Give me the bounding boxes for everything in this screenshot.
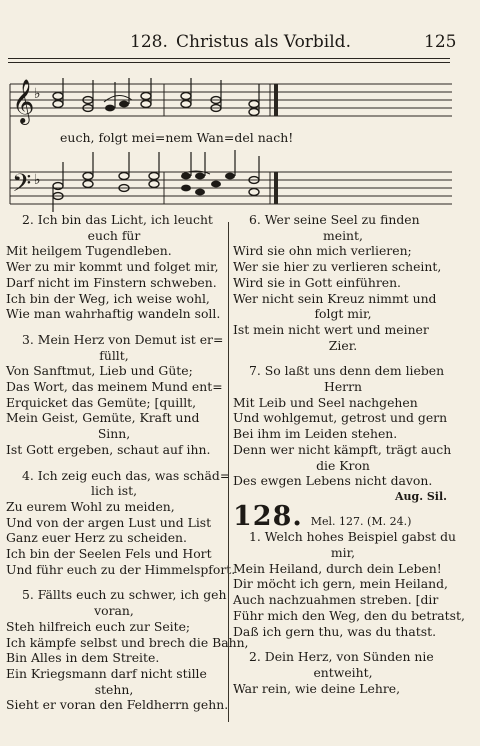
verse-line: Ganz euer Herz zu scheiden. <box>6 530 187 546</box>
verse-line: Herrn <box>324 379 362 395</box>
verse-line: Von Sanftmut, Lieb und Güte; <box>6 363 193 379</box>
verse-line: Ein Kriegsmann darf nicht stille <box>6 665 207 681</box>
verse-line: Ist Gott ergeben, schaut auf ihn. <box>6 441 211 457</box>
verse-line: Wird sie in Gott einführen. <box>233 274 401 290</box>
verse-line: euch für <box>87 227 141 243</box>
verse-line: Wer zu mir kommt und folget mir, <box>6 259 219 275</box>
verse-line: Und wohlgemut, getrost und gern <box>233 410 448 426</box>
verse-line: 2. Ich bin das Licht, ich leucht <box>22 212 213 227</box>
verse-line: füllt, <box>99 347 129 363</box>
hymn-header <box>233 500 453 532</box>
svg-text:♭: ♭ <box>34 86 41 102</box>
verse-line: Auch nachzuahmen streben. [dir <box>233 592 439 608</box>
verse-line: Das Wort, das meinem Mund ent= <box>6 379 223 395</box>
verse-line: Erquicket das Gemüte; [quillt, <box>6 394 197 410</box>
hymn-number-large: 128. <box>233 500 303 532</box>
header-rule-double <box>8 62 450 63</box>
verse-line: Mein Heiland, durch dein Leben! <box>233 560 442 576</box>
stanza-gap <box>233 639 453 649</box>
verse-line: 5. Fällts euch zu schwer, ich geh <box>22 587 227 603</box>
verse-line: 7. So laßt uns denn dem lieben <box>249 363 445 379</box>
svg-text:𝄢: 𝄢 <box>12 169 32 204</box>
verse-line: Sinn, <box>97 426 131 442</box>
verse-line: 3. Mein Herz von Demut ist er= <box>22 331 224 347</box>
column-divider <box>228 222 229 722</box>
verse-line: Wird sie ohn mich verlieren; <box>233 243 412 259</box>
verse-line: Und führ euch zu der Himmelspfort. <box>6 561 236 577</box>
verse-line: Zier. <box>328 337 358 353</box>
verse-line: folgt mir, <box>314 306 372 322</box>
verse-line: Wer sie hier zu verlieren scheint, <box>233 259 442 275</box>
hymn-number: 128. <box>130 32 168 52</box>
verse-line: die Kron <box>316 457 370 473</box>
verse-line: Wie man wahrhaftig wandeln soll. <box>6 306 221 322</box>
svg-text:𝄞: 𝄞 <box>12 79 35 123</box>
stanza-gap <box>233 353 453 363</box>
verse-line: 2. Dein Herz, von Sünden nie <box>249 649 434 665</box>
page-number: 125 <box>424 32 457 52</box>
verse-line: lich ist, <box>90 483 138 499</box>
verse-line: Dir möcht ich gern, mein Heiland, <box>233 576 448 592</box>
right-column <box>233 212 465 696</box>
verse-line: Ich bin der Seelen Fels und Hort <box>6 546 212 562</box>
verse-line: Bin Alles in dem Streite. <box>6 650 160 666</box>
stanza-gap <box>6 322 222 332</box>
verse-line: Steh hilfreich euch zur Seite; <box>6 618 191 634</box>
verse-line: mir, <box>330 545 356 561</box>
verse-line: Führ mich den Weg, den du betratst, <box>233 607 465 623</box>
stanza-gap <box>6 577 222 587</box>
verse-line: 4. Ich zeig euch das, was schäd= <box>22 467 231 483</box>
verse-line: voran, <box>94 603 134 619</box>
stanza-gap <box>6 458 222 468</box>
verse-line: Ich kämpfe selbst und brech die Bahn, <box>6 634 249 650</box>
verse-line: meint, <box>323 227 363 243</box>
verse-line: entweiht, <box>313 664 373 680</box>
verse-line: Bei ihm im Leiden stehen. <box>233 426 398 442</box>
verse-line: Zu eurem Wohl zu meiden, <box>6 498 175 514</box>
verse-line: Ist mein nicht wert und meiner <box>233 321 429 337</box>
verse-line: Sieht er voran den Feldherrn gehn. <box>6 697 229 713</box>
verse-line: War rein, wie deine Lehre, <box>233 680 401 696</box>
verse-line: Mein Geist, Gemüte, Kraft und <box>6 410 200 426</box>
verse-line: stehn, <box>94 681 134 697</box>
page-header <box>0 30 480 56</box>
verse-line: Daß ich gern thu, was du thatst. <box>233 623 437 639</box>
verse-line: Und von der argen Lust und List <box>6 514 212 530</box>
verse-line: 6. Wer seine Seel zu finden <box>249 212 420 227</box>
svg-text:♭: ♭ <box>34 172 41 188</box>
verse-line: Ich bin der Weg, ich weise wohl, <box>6 290 210 306</box>
verse-line: Mit heilgem Tugendleben. <box>6 243 172 259</box>
verse-line: Denn wer nicht kämpft, trägt auch <box>233 441 452 457</box>
header-rule <box>8 58 450 59</box>
verse-line: Darf nicht im Finstern schweben. <box>6 274 217 290</box>
left-column <box>6 212 249 713</box>
verse-line: Mit Leib und Seel nachgehen <box>233 394 418 410</box>
music-notation <box>6 70 452 220</box>
music-lyric: euch, folgt mei=nem Wan=del nach! <box>60 130 294 145</box>
melody-reference: Mel. 127. (M. 24.) <box>310 514 412 528</box>
verse-line: Des ewgen Lebens nicht davon. <box>233 473 433 489</box>
verse-line: Wer nicht sein Kreuz nimmt und <box>233 290 437 306</box>
verse-line: 1. Welch hohes Beispiel gabst du <box>249 529 457 545</box>
page-title: Christus als Vorbild. <box>176 32 351 52</box>
author-credit: Aug. Sil. <box>394 489 447 503</box>
